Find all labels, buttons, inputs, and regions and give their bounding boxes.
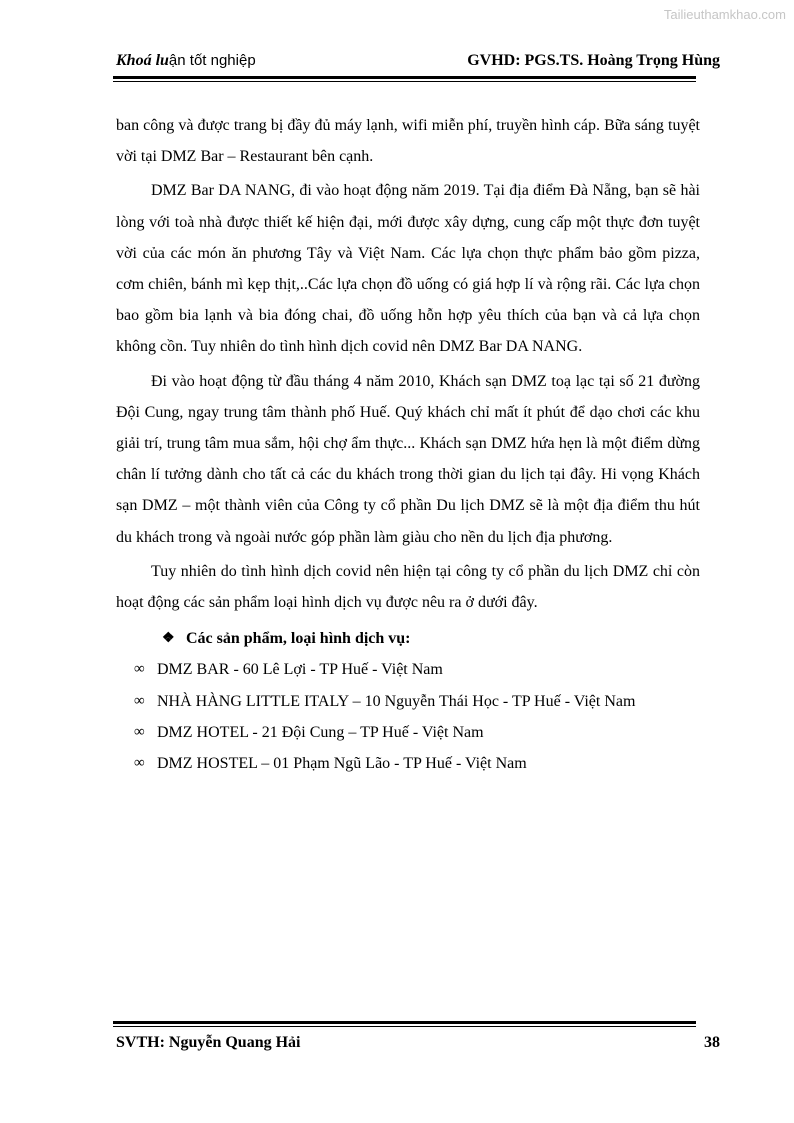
header-supervisor: GVHD: PGS.TS. Hoàng Trọng Hùng bbox=[467, 52, 720, 69]
paragraph-3: Đi vào hoạt động từ đầu tháng 4 năm 2010, Khách sạn DMZ toạ lạc tại số 21 đường Đội Cung, ngay trung tâm thành phố Huế. Quý khách chỉ mất ít phút để dạo chơi các khu giải trí, trung tâm mua sắm, hội chợ ẩm thực... Khách sạn DMZ hứa hẹn là một điểm dừng chân lí tưởng dành cho tất cả các du khách trong thời gian du lịch tại đây. Hi vọng Khách sạn DMZ – một thành viên của Công ty cổ phần Du lịch DMZ sẽ là một địa điểm thu hút du khách trong và ngoài nước góp phần làm giàu cho nền du lịch địa phương. bbox=[116, 372, 700, 546]
diamond-bullet-icon: ❖ bbox=[162, 631, 175, 647]
header-rule-thick bbox=[113, 76, 696, 79]
list-item bbox=[116, 717, 700, 748]
footer-author: SVTH: Nguyễn Quang Hải bbox=[116, 1034, 301, 1051]
footer-rule-thick bbox=[113, 1021, 696, 1024]
footer-rule-thin bbox=[113, 1026, 696, 1027]
list-item bbox=[116, 654, 700, 685]
paragraph-2: DMZ Bar DA NANG, đi vào hoạt động năm 2019. Tại địa điểm Đà Nẵng, bạn sẽ hài lòng với toà nhà được thiết kế hiện đại, mới được xây dựng, cung cấp một thực đơn tuyệt vời của các món ăn phương Tây và Việt Nam. Các lựa chọn thực phẩm bảo gồm pizza, cơm chiên, bánh mì kẹp thịt,..Các lựa chọn đồ uống có giá hợp lí và rộng rãi. Các lựa chọn bao gồm bia lạnh và bia đóng chai, đồ uống hỗn hợp yêu thích của bạn và cả lựa chọn không cồn. Tuy nhiên do tình hình dịch covid nên DMZ Bar DA NANG. bbox=[116, 182, 700, 356]
header-thesis-label-italic: Khoá lu bbox=[116, 52, 169, 69]
paragraph-4: Tuy nhiên do tình hình dịch covid nên hiện tại công ty cổ phần du lịch DMZ chỉ còn hoạt động các sản phẩm loại hình dịch vụ được nêu ra ở dưới đây. bbox=[116, 562, 700, 612]
header-rule-thin bbox=[113, 81, 696, 82]
watermark: Tailieuthamkhao.com bbox=[663, 7, 786, 22]
list-item bbox=[116, 748, 700, 779]
header-thesis-label-plain: ận tốt nghiệp bbox=[168, 52, 256, 69]
page-header bbox=[116, 50, 720, 72]
header-thesis-label bbox=[116, 52, 256, 70]
list-item-text: NHÀ HÀNG LITTLE ITALY – 10 Nguyễn Thái Học - TP Huế - Việt Nam bbox=[157, 692, 636, 710]
page-body bbox=[116, 110, 700, 779]
infinity-bullet-icon: ∞ bbox=[134, 755, 145, 772]
infinity-bullet-icon: ∞ bbox=[134, 661, 145, 678]
list-item-text: DMZ BAR - 60 Lê Lợi - TP Huế - Việt Nam bbox=[157, 661, 443, 679]
paragraph-1: ban công và được trang bị đầy đủ máy lạnh, wifi miễn phí, truyền hình cáp. Bữa sáng tuyệt vời tại DMZ Bar – Restaurant bên cạnh. bbox=[116, 117, 700, 166]
infinity-bullet-icon: ∞ bbox=[134, 723, 145, 740]
list-item-text: DMZ HOTEL - 21 Đội Cung – TP Huế - Việt Nam bbox=[157, 723, 484, 741]
list-item-text: DMZ HOSTEL – 01 Phạm Ngũ Lão - TP Huế - Việt Nam bbox=[157, 755, 527, 773]
infinity-bullet-icon: ∞ bbox=[134, 692, 145, 709]
list-item bbox=[116, 686, 700, 717]
page-footer bbox=[116, 1032, 720, 1054]
services-subheading bbox=[116, 623, 700, 654]
subheading-text: Các sản phẩm, loại hình dịch vụ: bbox=[186, 630, 411, 648]
services-list bbox=[116, 654, 700, 779]
page-number: 38 bbox=[704, 1034, 720, 1051]
